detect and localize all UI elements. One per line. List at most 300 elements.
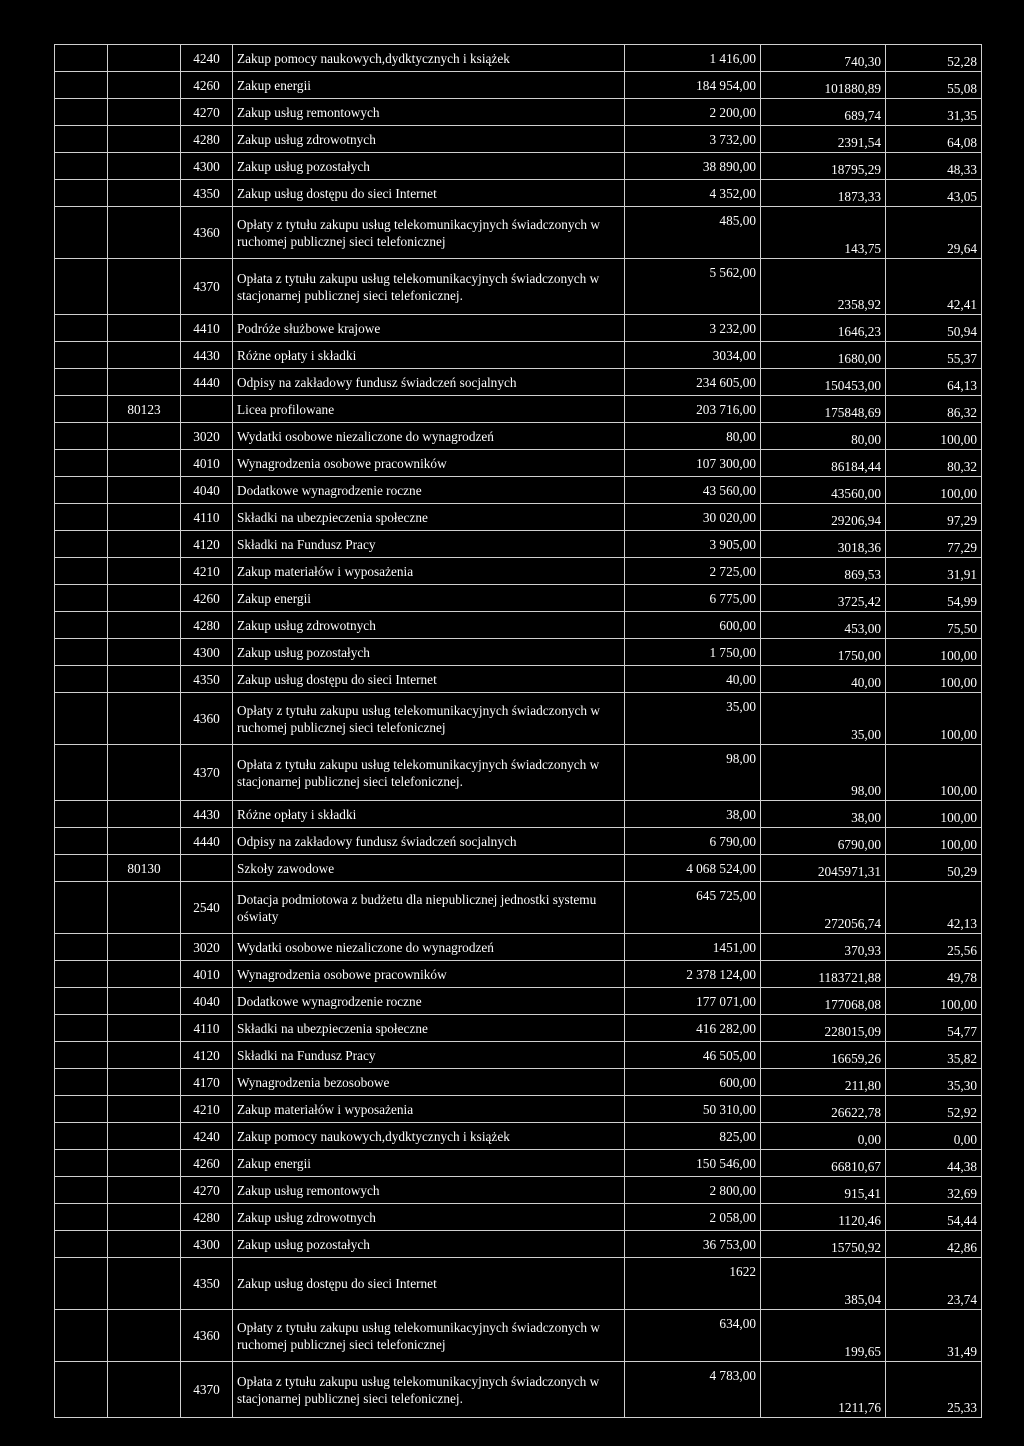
percent-executed-cell: 44,38 (886, 1150, 982, 1177)
description-cell: Zakup usług dostępu do sieci Internet (233, 666, 625, 693)
percent-executed-cell: 75,50 (886, 612, 982, 639)
description-cell: Różne opłaty i składki (233, 342, 625, 369)
executed-amount-cell: 915,41 (761, 1177, 886, 1204)
executed-amount-cell: 3018,36 (761, 531, 886, 558)
chapter-cell (108, 369, 181, 396)
table-row (55, 882, 982, 934)
plan-amount-cell: 30 020,00 (625, 504, 761, 531)
plan-amount-cell: 184 954,00 (625, 72, 761, 99)
description-cell: Szkoły zawodowe (233, 855, 625, 882)
percent-executed-cell: 100,00 (886, 693, 982, 745)
executed-amount-cell: 86184,44 (761, 450, 886, 477)
executed-amount-cell: 2358,92 (761, 259, 886, 315)
table-row (55, 72, 982, 99)
paragraph-code-cell (181, 855, 233, 882)
description-cell: Wynagrodzenia bezosobowe (233, 1069, 625, 1096)
plan-amount-cell: 3 905,00 (625, 531, 761, 558)
table-row (55, 450, 982, 477)
table-row (55, 126, 982, 153)
description-cell: Zakup pomocy naukowych,dydktycznych i książek (233, 1123, 625, 1150)
division-cell (55, 1177, 108, 1204)
description-cell: Opłaty z tytułu zakupu usług telekomunikacyjnych świadczonych w ruchomej publicznej sieci telefonicznej (233, 693, 625, 745)
chapter-cell: 80123 (108, 396, 181, 423)
plan-amount-cell: 38 890,00 (625, 153, 761, 180)
percent-executed-cell: 25,33 (886, 1362, 982, 1418)
percent-executed-cell: 49,78 (886, 961, 982, 988)
paragraph-code-cell: 4280 (181, 126, 233, 153)
paragraph-code-cell: 4360 (181, 693, 233, 745)
executed-amount-cell: 35,00 (761, 693, 886, 745)
plan-amount-cell: 600,00 (625, 1069, 761, 1096)
description-cell: Podróże służbowe krajowe (233, 315, 625, 342)
table-row (55, 369, 982, 396)
paragraph-code-cell: 4280 (181, 612, 233, 639)
division-cell (55, 180, 108, 207)
division-cell (55, 45, 108, 72)
executed-amount-cell: 740,30 (761, 45, 886, 72)
percent-executed-cell: 100,00 (886, 423, 982, 450)
percent-executed-cell: 35,82 (886, 1042, 982, 1069)
chapter-cell (108, 612, 181, 639)
division-cell (55, 801, 108, 828)
executed-amount-cell: 228015,09 (761, 1015, 886, 1042)
division-cell (55, 934, 108, 961)
paragraph-code-cell: 4370 (181, 745, 233, 801)
table-row (55, 1258, 982, 1310)
table-row (55, 1123, 982, 1150)
chapter-cell (108, 1015, 181, 1042)
percent-executed-cell: 86,32 (886, 396, 982, 423)
executed-amount-cell: 98,00 (761, 745, 886, 801)
plan-amount-cell: 1451,00 (625, 934, 761, 961)
percent-executed-cell: 100,00 (886, 988, 982, 1015)
division-cell (55, 396, 108, 423)
plan-amount-cell: 2 378 124,00 (625, 961, 761, 988)
division-cell (55, 423, 108, 450)
table-row (55, 315, 982, 342)
percent-executed-cell: 23,74 (886, 1258, 982, 1310)
paragraph-code-cell: 4010 (181, 450, 233, 477)
paragraph-code-cell: 4010 (181, 961, 233, 988)
description-cell: Zakup usług pozostałych (233, 639, 625, 666)
chapter-cell (108, 666, 181, 693)
table-row (55, 423, 982, 450)
percent-executed-cell: 100,00 (886, 666, 982, 693)
executed-amount-cell: 16659,26 (761, 1042, 886, 1069)
chapter-cell (108, 1204, 181, 1231)
table-row (55, 639, 982, 666)
description-cell: Zakup usług zdrowotnych (233, 612, 625, 639)
executed-amount-cell: 175848,69 (761, 396, 886, 423)
table-row (55, 745, 982, 801)
chapter-cell (108, 342, 181, 369)
paragraph-code-cell: 4260 (181, 585, 233, 612)
plan-amount-cell: 2 058,00 (625, 1204, 761, 1231)
plan-amount-cell: 40,00 (625, 666, 761, 693)
description-cell: Różne opłaty i składki (233, 801, 625, 828)
description-cell: Zakup usług remontowych (233, 99, 625, 126)
percent-executed-cell: 29,64 (886, 207, 982, 259)
executed-amount-cell: 3725,42 (761, 585, 886, 612)
percent-executed-cell: 100,00 (886, 801, 982, 828)
plan-amount-cell: 645 725,00 (625, 882, 761, 934)
paragraph-code-cell: 4300 (181, 153, 233, 180)
percent-executed-cell: 54,99 (886, 585, 982, 612)
paragraph-code-cell: 4040 (181, 988, 233, 1015)
executed-amount-cell: 1646,23 (761, 315, 886, 342)
division-cell (55, 828, 108, 855)
chapter-cell (108, 1310, 181, 1362)
chapter-cell (108, 828, 181, 855)
paragraph-code-cell: 4440 (181, 828, 233, 855)
percent-executed-cell: 54,44 (886, 1204, 982, 1231)
plan-amount-cell: 43 560,00 (625, 477, 761, 504)
description-cell: Zakup materiałów i wyposażenia (233, 558, 625, 585)
paragraph-code-cell: 4300 (181, 1231, 233, 1258)
paragraph-code-cell (181, 396, 233, 423)
description-cell: Zakup usług dostępu do sieci Internet (233, 1258, 625, 1310)
plan-amount-cell: 46 505,00 (625, 1042, 761, 1069)
description-cell: Opłaty z tytułu zakupu usług telekomunikacyjnych świadczonych w ruchomej publicznej sieci telefonicznej (233, 1310, 625, 1362)
paragraph-code-cell: 4110 (181, 504, 233, 531)
chapter-cell (108, 477, 181, 504)
plan-amount-cell: 150 546,00 (625, 1150, 761, 1177)
division-cell (55, 126, 108, 153)
paragraph-code-cell: 4210 (181, 1096, 233, 1123)
plan-amount-cell: 2 800,00 (625, 1177, 761, 1204)
table-row (55, 855, 982, 882)
plan-amount-cell: 35,00 (625, 693, 761, 745)
percent-executed-cell: 50,29 (886, 855, 982, 882)
description-cell: Dodatkowe wynagrodzenie roczne (233, 477, 625, 504)
executed-amount-cell: 38,00 (761, 801, 886, 828)
division-cell (55, 99, 108, 126)
division-cell (55, 477, 108, 504)
table-row (55, 1204, 982, 1231)
budget-expenditure-table (54, 44, 981, 1418)
division-cell (55, 1150, 108, 1177)
executed-amount-cell: 26622,78 (761, 1096, 886, 1123)
paragraph-code-cell: 4350 (181, 1258, 233, 1310)
paragraph-code-cell: 4370 (181, 259, 233, 315)
paragraph-code-cell: 4350 (181, 180, 233, 207)
table-row (55, 1069, 982, 1096)
table-row (55, 801, 982, 828)
description-cell: Zakup energii (233, 1150, 625, 1177)
description-cell: Składki na Fundusz Pracy (233, 1042, 625, 1069)
division-cell (55, 639, 108, 666)
percent-executed-cell: 31,35 (886, 99, 982, 126)
chapter-cell (108, 988, 181, 1015)
percent-executed-cell: 77,29 (886, 531, 982, 558)
paragraph-code-cell: 4270 (181, 99, 233, 126)
percent-executed-cell: 97,29 (886, 504, 982, 531)
chapter-cell (108, 504, 181, 531)
table-row (55, 180, 982, 207)
table-row (55, 207, 982, 259)
percent-executed-cell: 64,13 (886, 369, 982, 396)
plan-amount-cell: 177 071,00 (625, 988, 761, 1015)
percent-executed-cell: 100,00 (886, 745, 982, 801)
paragraph-code-cell: 4240 (181, 45, 233, 72)
division-cell (55, 988, 108, 1015)
table-row (55, 666, 982, 693)
description-cell: Składki na ubezpieczenia społeczne (233, 1015, 625, 1042)
chapter-cell (108, 882, 181, 934)
chapter-cell (108, 45, 181, 72)
table-row (55, 988, 982, 1015)
description-cell: Składki na ubezpieczenia społeczne (233, 504, 625, 531)
plan-amount-cell: 1622 (625, 1258, 761, 1310)
paragraph-code-cell: 4410 (181, 315, 233, 342)
division-cell (55, 1042, 108, 1069)
chapter-cell (108, 639, 181, 666)
table-row (55, 934, 982, 961)
description-cell: Dotacja podmiotowa z budżetu dla niepublicznej jednostki systemu oświaty (233, 882, 625, 934)
percent-executed-cell: 25,56 (886, 934, 982, 961)
table-row (55, 477, 982, 504)
plan-amount-cell: 6 775,00 (625, 585, 761, 612)
executed-amount-cell: 1750,00 (761, 639, 886, 666)
paragraph-code-cell: 4300 (181, 639, 233, 666)
executed-amount-cell: 689,74 (761, 99, 886, 126)
plan-amount-cell: 3 232,00 (625, 315, 761, 342)
percent-executed-cell: 31,91 (886, 558, 982, 585)
division-cell (55, 1204, 108, 1231)
paragraph-code-cell: 4120 (181, 531, 233, 558)
executed-amount-cell: 18795,29 (761, 153, 886, 180)
division-cell (55, 855, 108, 882)
plan-amount-cell: 3034,00 (625, 342, 761, 369)
chapter-cell (108, 1362, 181, 1418)
chapter-cell (108, 1177, 181, 1204)
table-row (55, 1150, 982, 1177)
paragraph-code-cell: 3020 (181, 934, 233, 961)
plan-amount-cell: 80,00 (625, 423, 761, 450)
executed-amount-cell: 1680,00 (761, 342, 886, 369)
paragraph-code-cell: 4430 (181, 801, 233, 828)
paragraph-code-cell: 4440 (181, 369, 233, 396)
division-cell (55, 315, 108, 342)
chapter-cell (108, 423, 181, 450)
plan-amount-cell: 416 282,00 (625, 1015, 761, 1042)
table-row (55, 504, 982, 531)
plan-amount-cell: 50 310,00 (625, 1096, 761, 1123)
division-cell (55, 259, 108, 315)
plan-amount-cell: 203 716,00 (625, 396, 761, 423)
percent-executed-cell: 43,05 (886, 180, 982, 207)
chapter-cell (108, 934, 181, 961)
chapter-cell (108, 1096, 181, 1123)
chapter-cell (108, 1150, 181, 1177)
chapter-cell (108, 207, 181, 259)
division-cell (55, 531, 108, 558)
plan-amount-cell: 1 750,00 (625, 639, 761, 666)
table-row (55, 99, 982, 126)
description-cell: Odpisy na zakładowy fundusz świadczeń socjalnych (233, 369, 625, 396)
plan-amount-cell: 38,00 (625, 801, 761, 828)
executed-amount-cell: 15750,92 (761, 1231, 886, 1258)
description-cell: Odpisy na zakładowy fundusz świadczeń socjalnych (233, 828, 625, 855)
paragraph-code-cell: 4430 (181, 342, 233, 369)
description-cell: Zakup pomocy naukowych,dydktycznych i książek (233, 45, 625, 72)
percent-executed-cell: 100,00 (886, 828, 982, 855)
plan-amount-cell: 98,00 (625, 745, 761, 801)
executed-amount-cell: 1211,76 (761, 1362, 886, 1418)
plan-amount-cell: 825,00 (625, 1123, 761, 1150)
paragraph-code-cell: 3020 (181, 423, 233, 450)
plan-amount-cell: 4 352,00 (625, 180, 761, 207)
percent-executed-cell: 52,92 (886, 1096, 982, 1123)
executed-amount-cell: 2045971,31 (761, 855, 886, 882)
table-row (55, 828, 982, 855)
plan-amount-cell: 4 783,00 (625, 1362, 761, 1418)
table-row (55, 1362, 982, 1418)
description-cell: Wydatki osobowe niezaliczone do wynagrodzeń (233, 423, 625, 450)
division-cell (55, 342, 108, 369)
description-cell: Zakup energii (233, 585, 625, 612)
description-cell: Licea profilowane (233, 396, 625, 423)
chapter-cell (108, 72, 181, 99)
division-cell (55, 961, 108, 988)
percent-executed-cell: 55,08 (886, 72, 982, 99)
executed-amount-cell: 453,00 (761, 612, 886, 639)
executed-amount-cell: 1183721,88 (761, 961, 886, 988)
chapter-cell (108, 1123, 181, 1150)
description-cell: Zakup usług dostępu do sieci Internet (233, 180, 625, 207)
paragraph-code-cell: 4120 (181, 1042, 233, 1069)
chapter-cell (108, 259, 181, 315)
percent-executed-cell: 100,00 (886, 477, 982, 504)
executed-amount-cell: 80,00 (761, 423, 886, 450)
description-cell: Wynagrodzenia osobowe pracowników (233, 450, 625, 477)
paragraph-code-cell: 2540 (181, 882, 233, 934)
table-row (55, 693, 982, 745)
chapter-cell (108, 126, 181, 153)
description-cell: Zakup usług zdrowotnych (233, 1204, 625, 1231)
percent-executed-cell: 31,49 (886, 1310, 982, 1362)
plan-amount-cell: 107 300,00 (625, 450, 761, 477)
paragraph-code-cell: 4370 (181, 1362, 233, 1418)
table-row (55, 259, 982, 315)
executed-amount-cell: 29206,94 (761, 504, 886, 531)
paragraph-code-cell: 4270 (181, 1177, 233, 1204)
division-cell (55, 1258, 108, 1310)
description-cell: Wynagrodzenia osobowe pracowników (233, 961, 625, 988)
table-row (55, 1310, 982, 1362)
chapter-cell (108, 531, 181, 558)
executed-amount-cell: 211,80 (761, 1069, 886, 1096)
chapter-cell (108, 1042, 181, 1069)
division-cell (55, 693, 108, 745)
executed-amount-cell: 150453,00 (761, 369, 886, 396)
plan-amount-cell: 6 790,00 (625, 828, 761, 855)
table-row (55, 1042, 982, 1069)
description-cell: Opłata z tytułu zakupu usług telekomunikacyjnych świadczonych w stacjonarnej publicznej sieci telefonicznej. (233, 1362, 625, 1418)
executed-amount-cell: 199,65 (761, 1310, 886, 1362)
table-row (55, 961, 982, 988)
paragraph-code-cell: 4170 (181, 1069, 233, 1096)
executed-amount-cell: 272056,74 (761, 882, 886, 934)
plan-amount-cell: 2 725,00 (625, 558, 761, 585)
table-row (55, 342, 982, 369)
chapter-cell (108, 1069, 181, 1096)
description-cell: Wydatki osobowe niezaliczone do wynagrodzeń (233, 934, 625, 961)
chapter-cell: 80130 (108, 855, 181, 882)
executed-amount-cell: 66810,67 (761, 1150, 886, 1177)
table-row (55, 1177, 982, 1204)
table-row (55, 396, 982, 423)
division-cell (55, 1015, 108, 1042)
description-cell: Opłata z tytułu zakupu usług telekomunikacyjnych świadczonych w stacjonarnej publicznej sieci telefonicznej. (233, 259, 625, 315)
table-row (55, 531, 982, 558)
plan-amount-cell: 234 605,00 (625, 369, 761, 396)
executed-amount-cell: 0,00 (761, 1123, 886, 1150)
executed-amount-cell: 40,00 (761, 666, 886, 693)
executed-amount-cell: 385,04 (761, 1258, 886, 1310)
table-row (55, 1015, 982, 1042)
percent-executed-cell: 42,13 (886, 882, 982, 934)
description-cell: Opłata z tytułu zakupu usług telekomunikacyjnych świadczonych w stacjonarnej publicznej sieci telefonicznej. (233, 745, 625, 801)
plan-amount-cell: 4 068 524,00 (625, 855, 761, 882)
percent-executed-cell: 100,00 (886, 639, 982, 666)
division-cell (55, 207, 108, 259)
plan-amount-cell: 5 562,00 (625, 259, 761, 315)
paragraph-code-cell: 4260 (181, 1150, 233, 1177)
chapter-cell (108, 315, 181, 342)
executed-amount-cell: 101880,89 (761, 72, 886, 99)
executed-amount-cell: 1873,33 (761, 180, 886, 207)
chapter-cell (108, 180, 181, 207)
division-cell (55, 1096, 108, 1123)
percent-executed-cell: 48,33 (886, 153, 982, 180)
division-cell (55, 72, 108, 99)
table-row (55, 1231, 982, 1258)
division-cell (55, 1069, 108, 1096)
executed-amount-cell: 1120,46 (761, 1204, 886, 1231)
paragraph-code-cell: 4260 (181, 72, 233, 99)
executed-amount-cell: 6790,00 (761, 828, 886, 855)
paragraph-code-cell: 4360 (181, 1310, 233, 1362)
division-cell (55, 745, 108, 801)
division-cell (55, 558, 108, 585)
paragraph-code-cell: 4350 (181, 666, 233, 693)
percent-executed-cell: 50,94 (886, 315, 982, 342)
description-cell: Opłaty z tytułu zakupu usług telekomunikacyjnych świadczonych w ruchomej publicznej sieci telefonicznej (233, 207, 625, 259)
percent-executed-cell: 42,86 (886, 1231, 982, 1258)
chapter-cell (108, 558, 181, 585)
description-cell: Składki na Fundusz Pracy (233, 531, 625, 558)
executed-amount-cell: 43560,00 (761, 477, 886, 504)
paragraph-code-cell: 4040 (181, 477, 233, 504)
chapter-cell (108, 450, 181, 477)
division-cell (55, 666, 108, 693)
chapter-cell (108, 1258, 181, 1310)
division-cell (55, 450, 108, 477)
plan-amount-cell: 36 753,00 (625, 1231, 761, 1258)
plan-amount-cell: 2 200,00 (625, 99, 761, 126)
chapter-cell (108, 693, 181, 745)
chapter-cell (108, 585, 181, 612)
division-cell (55, 153, 108, 180)
division-cell (55, 369, 108, 396)
percent-executed-cell: 42,41 (886, 259, 982, 315)
table-body (55, 45, 982, 1418)
description-cell: Zakup usług pozostałych (233, 153, 625, 180)
chapter-cell (108, 99, 181, 126)
chapter-cell (108, 1231, 181, 1258)
executed-amount-cell: 177068,08 (761, 988, 886, 1015)
